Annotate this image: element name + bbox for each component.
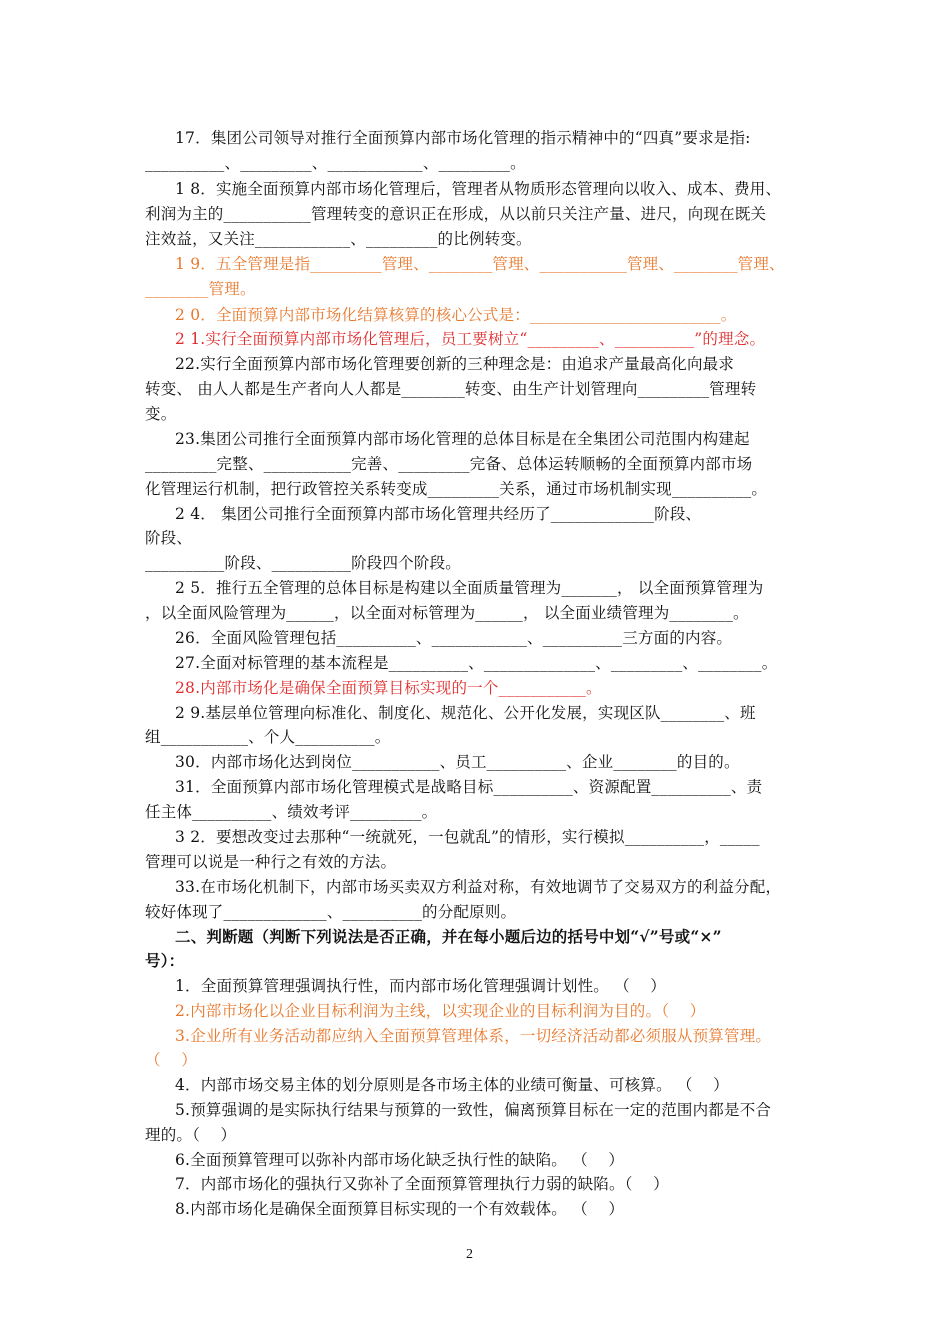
- tf3-line1: 3.企业所有业务活动都应纳入全面预算管理体系，一切经济活动都必须服从预算管理。: [175, 1027, 772, 1045]
- tf2-line: 2.内部市场化以企业目标利润为主线，以实现企业的目标利润为目的。（ ）: [175, 1002, 706, 1020]
- q23-line1: 23.集团公司推行全面预算内部市场化管理的总体目标是在全集团公司范围内构建起: [175, 430, 750, 448]
- q33-line1: 33.在市场化机制下，内部市场买卖双方利益对称，有效地调节了交易双方的利益分配，: [175, 878, 782, 896]
- q23-line2: _________完整、___________完善、_________完备、总体运转顺畅的全面预算内部市场: [145, 455, 753, 473]
- q25-line1: 2 5．推行五全管理的总体目标是构建以全面质量管理为_______， 以全面预算管理为: [175, 579, 764, 597]
- q22-line1: 22.实行全面预算内部市场化管理要创新的三种理念是：由追求产量最高化向最求: [175, 355, 735, 373]
- tf7-line: 7．内部市场化的强执行又弥补了全面预算管理执行力弱的缺陷。（ ）: [175, 1175, 669, 1193]
- q27-line: 27.全面对标管理的基本流程是__________、______________、_________、________。: [175, 654, 778, 672]
- q24-line2: 阶段、: [145, 529, 193, 547]
- q26-line: 26．全面风险管理包括__________、____________、__________三方面的内容。: [175, 629, 733, 647]
- section-heading-judgment: 二、判断题（判断下列说法是否正确，并在每小题后边的括号中划“√”号或“×”: [175, 927, 722, 946]
- tf3-line2: （ ）: [145, 1051, 197, 1069]
- q31-line2: 任主体__________、绩效考评_________。: [145, 803, 438, 821]
- q24-line1: 2 4． 集团公司推行全面预算内部市场化管理共经历了_____________阶段、: [175, 505, 702, 523]
- q22-line2: 转变、 由人人都是生产者向人人都是________转变、由生产计划管理向_________管理转: [145, 380, 757, 398]
- q22-line3: 变。: [145, 405, 177, 423]
- q17-line2: __________、_________、____________、_________。: [145, 154, 526, 172]
- q20-line: 2 0．全面预算内部市场化结算核算的核心公式是：________________________。: [175, 306, 737, 324]
- q19-line2: ________管理。: [145, 280, 256, 298]
- q32-line1: 3 2．要想改变过去那种“一统就死，一包就乱”的情形，实行模拟__________，_____: [175, 828, 760, 846]
- q18-line3: 注效益，又关注____________、_________的比例转变。: [145, 230, 532, 248]
- q29-line2: 组___________、个人__________。: [145, 728, 391, 746]
- q18-line1: 1 8．实施全面预算内部市场化管理后，管理者从物质形态管理向以收入、成本、费用、: [175, 180, 782, 198]
- q21-line: 2 1.实行全面预算内部市场化管理后，员工要树立“_________、__________”的理念。: [175, 330, 766, 348]
- q17-line1: 17．集团公司领导对推行全面预算内部市场化管理的指示精神中的“四真”要求是指:: [175, 129, 751, 147]
- q19-line1: 1 9．五全管理是指_________管理、________管理、___________管理、________管理、: [175, 255, 785, 273]
- tf5-line2: 理的。（ ）: [145, 1126, 237, 1144]
- q25-line2: ，以全面风险管理为______，以全面对标管理为______， 以全面业绩管理为________。: [145, 604, 749, 622]
- q30-line: 30．内部市场化达到岗位___________、员工__________、企业________的目的。: [175, 753, 740, 771]
- q23-line3: 化管理运行机制，把行政管控关系转变成_________关系，通过市场机制实现__________。: [145, 480, 768, 498]
- q24-line3: __________阶段、__________阶段四个阶段。: [145, 554, 462, 572]
- section-heading-judgment-cont: 号）：: [145, 951, 185, 970]
- tf6-line: 6.全面预算管理可以弥补内部市场化缺乏执行性的缺陷。 （ ）: [175, 1151, 625, 1169]
- q29-line1: 2 9.基层单位管理向标准化、制度化、规范化、公开化发展，实现区队________、班: [175, 704, 756, 722]
- q18-line2: 利润为主的___________管理转变的意识正在形成，从以前只关注产量、进尺，向现在既关: [145, 205, 767, 223]
- q28-line: 28.内部市场化是确保全面预算目标实现的一个___________。: [175, 679, 602, 697]
- q31-line1: 31．全面预算内部市场化管理模式是战略目标__________、资源配置__________、责: [175, 778, 763, 796]
- q33-line2: 较好体现了_____________、__________的分配原则。: [145, 903, 517, 921]
- tf1-line: 1．全面预算管理强调执行性，而内部市场化管理强调计划性。 （ ）: [175, 977, 666, 995]
- tf4-line: 4．内部市场交易主体的划分原则是各市场主体的业绩可衡量、可核算。 （ ）: [175, 1076, 729, 1094]
- q32-line2: 管理可以说是一种行之有效的方法。: [145, 853, 397, 871]
- tf8-line: 8.内部市场化是确保全面预算目标实现的一个有效载体。 （ ）: [175, 1200, 625, 1218]
- tf5-line1: 5.预算强调的是实际执行结果与预算的一致性，偏离预算目标在一定的范围内都是不合: [175, 1101, 772, 1119]
- page-number: 2: [466, 1247, 473, 1262]
